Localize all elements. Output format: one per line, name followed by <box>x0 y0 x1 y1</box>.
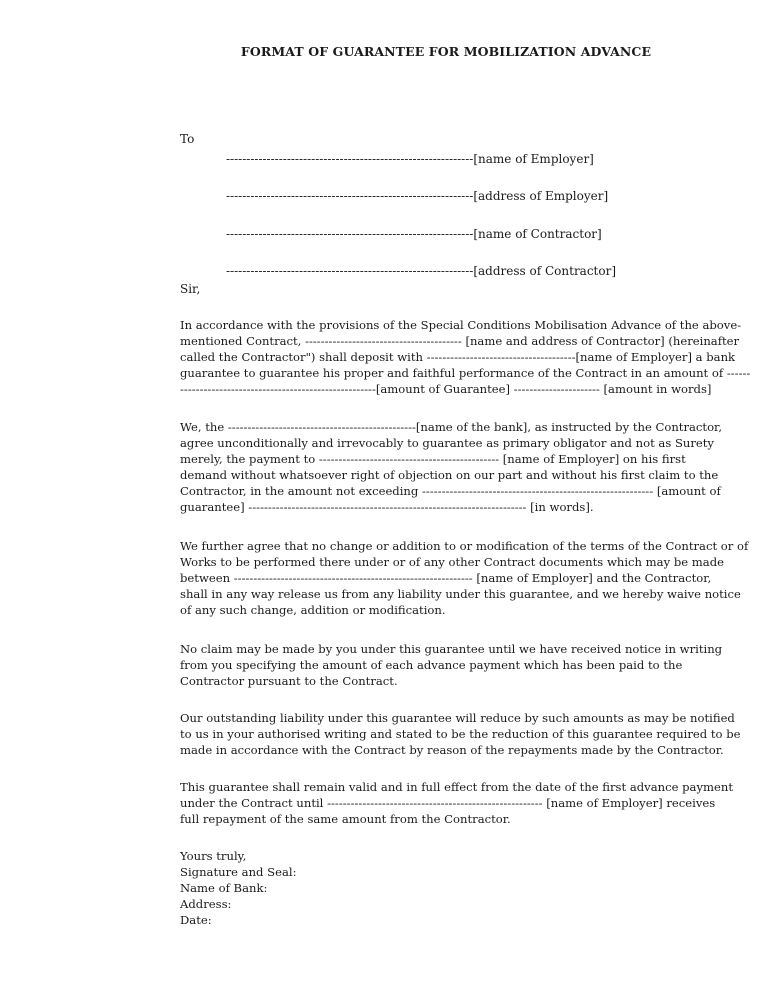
paragraph-liability <box>180 710 741 758</box>
paragraph-line: of any such change, addition or modification. <box>180 603 446 617</box>
closing-date: Date: <box>180 913 212 927</box>
closing-yours-truly: Yours truly, <box>180 849 247 863</box>
paragraph-line: guarantee] ----------------------------------------------------------------------- [in words]. <box>180 500 594 514</box>
paragraph-line: We further agree that no change or addition to or modification of the terms of the Contract or of <box>180 539 749 553</box>
salutation: Sir, <box>180 282 201 296</box>
paragraph-line: called the Contractor") shall deposit with --------------------------------------[name of Employer] a bank <box>180 350 736 364</box>
paragraph-deposit <box>180 317 751 397</box>
paragraph-line: demand without whatsoever right of objection on our part and without his first claim to the <box>180 468 719 482</box>
paragraph-line: --------------------------------------------------[amount of Guarantee] ---------------------- [amount in words] <box>180 382 712 396</box>
paragraph-no-claim <box>180 641 723 689</box>
address-line-contractor-address: -------------------------------------------------------------[address of Contractor] <box>226 264 617 278</box>
paragraph-line: Our outstanding liability under this guarantee will reduce by such amounts as may be notified <box>180 711 735 725</box>
paragraph-line: In accordance with the provisions of the Special Conditions Mobilisation Advance of the above- <box>180 318 742 332</box>
paragraph-line: We, the ------------------------------------------------[name of the bank], as instructed by the Contractor, <box>180 420 723 434</box>
paragraph-line: shall in any way release us from any liability under this guarantee, and we hereby waive notice <box>180 587 741 601</box>
paragraph-line: from you specifying the amount of each advance payment which has been paid to the <box>180 658 683 672</box>
address-line-employer-address: -------------------------------------------------------------[address of Employer] <box>226 189 609 203</box>
paragraph-bank-guarantee <box>180 419 723 515</box>
paragraph-line: full repayment of the same amount from the Contractor. <box>180 812 511 826</box>
address-line-contractor-name: -------------------------------------------------------------[name of Contractor] <box>226 227 602 241</box>
paragraph-no-change <box>180 538 749 618</box>
paragraph-line: mentioned Contract, ---------------------------------------- [name and address of Contractor] (hereinafter <box>180 334 740 348</box>
paragraph-line: Contractor, in the amount not exceeding ----------------------------------------------------------- [amount of <box>180 484 721 498</box>
closing-block <box>180 848 296 928</box>
paragraph-line: made in accordance with the Contract by reason of the repayments made by the Contractor. <box>180 743 724 757</box>
address-line-employer-name: -------------------------------------------------------------[name of Employer] <box>226 152 594 166</box>
paragraph-line: guarantee to guarantee his proper and faithful performance of the Contract in an amount of ------ <box>180 366 751 380</box>
paragraph-line: This guarantee shall remain valid and in full effect from the date of the first advance payment <box>180 780 733 794</box>
closing-bank-name: Name of Bank: <box>180 881 268 895</box>
paragraph-line: between ------------------------------------------------------------- [name of Employer] and the Contractor, <box>180 571 712 585</box>
closing-signature-seal: Signature and Seal: <box>180 865 297 879</box>
paragraph-line: merely, the payment to ---------------------------------------------- [name of Employer] on his first <box>180 452 686 466</box>
document-title: FORMAT OF GUARANTEE FOR MOBILIZATION ADVANCE <box>240 44 652 59</box>
paragraph-line: to us in your authorised writing and stated to be the reduction of this guarantee required to be <box>180 727 741 741</box>
closing-address: Address: <box>180 897 232 911</box>
paragraph-line: Contractor pursuant to the Contract. <box>180 674 398 688</box>
paragraph-line: No claim may be made by you under this guarantee until we have received notice in writing <box>180 642 723 656</box>
to-label: To <box>180 132 195 146</box>
paragraph-line: Works to be performed there under or of any other Contract documents which may be made <box>180 555 724 569</box>
paragraph-line: under the Contract until ------------------------------------------------------- [name of Employer] receives <box>180 796 716 810</box>
paragraph-validity <box>180 779 733 827</box>
paragraph-line: agree unconditionally and irrevocably to guarantee as primary obligator and not as Surety <box>180 436 714 450</box>
